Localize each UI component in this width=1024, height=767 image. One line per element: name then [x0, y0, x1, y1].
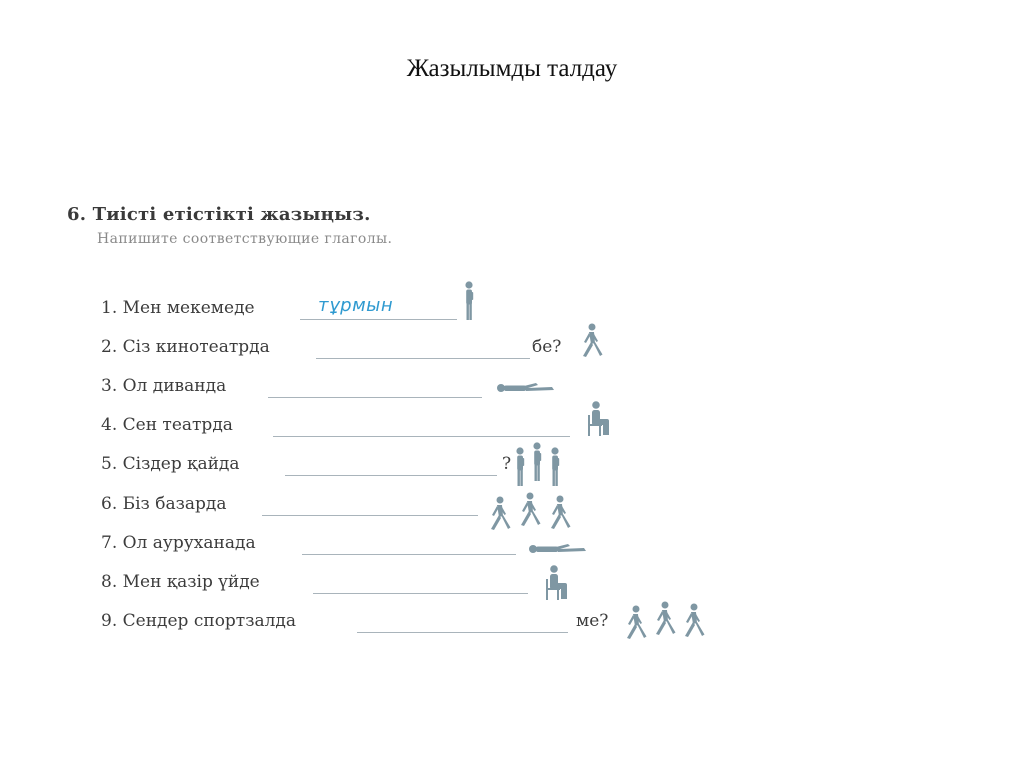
three-walking-people-icon — [624, 601, 712, 641]
sitting-person-icon — [543, 565, 569, 601]
exercise-item — [0, 454, 1024, 484]
three-walking-people-icon — [488, 492, 580, 532]
slide-title: Жазылымды талдау — [406, 55, 618, 82]
exercise-heading: 6. Тиісті етістікті жазыңыз. — [67, 204, 371, 225]
sitting-person-icon — [585, 401, 611, 437]
item-text: 2. Сіз кинотеатрда — [101, 337, 270, 357]
answer-blank[interactable] — [268, 397, 482, 398]
lying-person-icon — [528, 543, 588, 555]
three-standing-people-icon — [513, 442, 565, 488]
exercise-subheading: Напишите соответствующие глаголы. — [97, 231, 393, 247]
exercise-item — [0, 295, 1024, 328]
answer-blank[interactable] — [300, 319, 457, 320]
item-text: 4. Сен театрда — [101, 415, 233, 435]
filled-answer: тұрмын — [318, 295, 394, 316]
answer-blank[interactable] — [313, 593, 528, 594]
exercise-item — [0, 533, 1024, 563]
answer-blank[interactable] — [285, 475, 497, 476]
walking-person-icon — [580, 323, 604, 359]
exercise-item — [0, 494, 1024, 524]
answer-blank[interactable] — [273, 436, 570, 437]
item-text: 1. Мен мекемеде — [101, 298, 255, 318]
standing-person-icon — [462, 281, 476, 321]
item-text: 6. Біз базарда — [101, 494, 227, 514]
item-suffix: бе? — [532, 337, 562, 357]
item-text: 5. Сіздер қайда — [101, 454, 240, 474]
item-suffix: ме? — [576, 611, 609, 631]
answer-blank[interactable] — [302, 554, 516, 555]
item-suffix: ? — [502, 454, 512, 474]
item-text: 7. Ол ауруханада — [101, 533, 256, 553]
answer-blank[interactable] — [357, 632, 568, 633]
lying-person-icon — [496, 382, 556, 394]
item-text: 9. Сендер спортзалда — [101, 611, 297, 631]
exercise-item — [0, 415, 1024, 445]
exercise-item — [0, 376, 1024, 406]
answer-blank[interactable] — [316, 358, 530, 359]
exercise-item — [0, 572, 1024, 602]
item-text: 3. Ол диванда — [101, 376, 227, 396]
answer-blank[interactable] — [262, 515, 478, 516]
exercise-item — [0, 337, 1024, 367]
item-text: 8. Мен қазір үйде — [101, 572, 260, 592]
exercise-item — [0, 611, 1024, 641]
